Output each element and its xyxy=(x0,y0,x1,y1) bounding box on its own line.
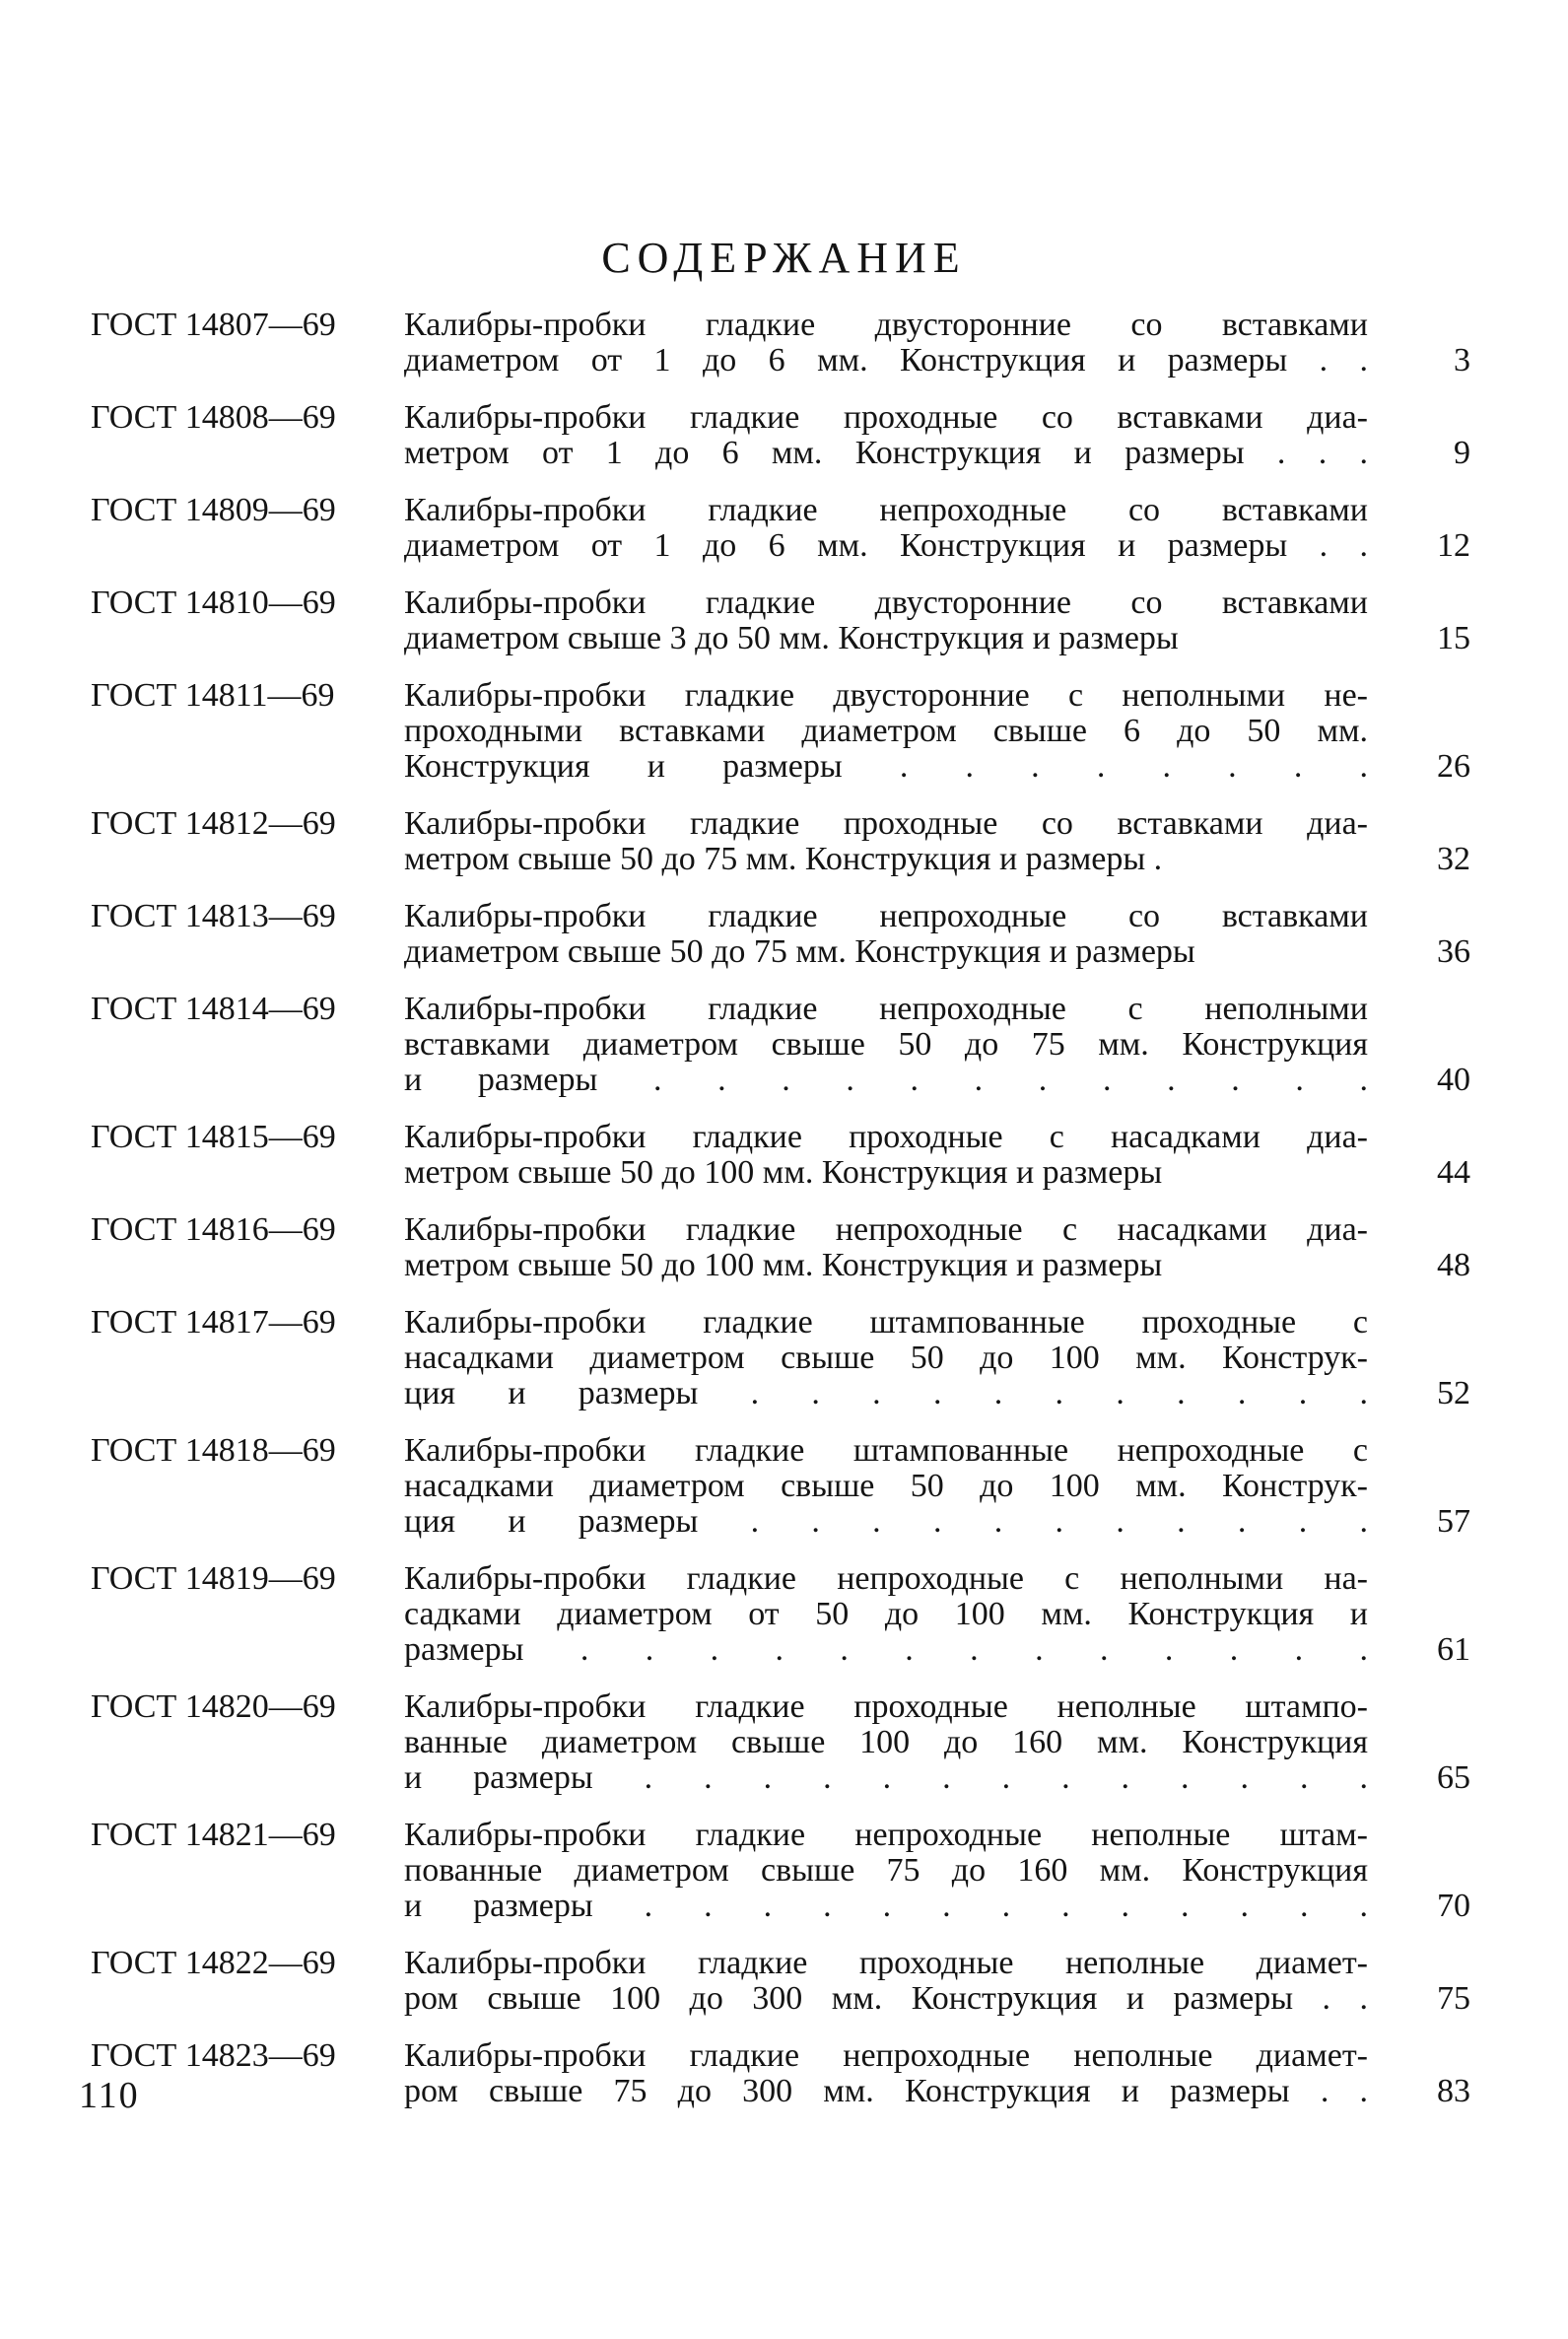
toc-entry-title-line: метром свыше 50 до 100 мм. Конструкция и размеры xyxy=(404,1155,1163,1191)
toc-entry-title-line: Калибры-пробки гладкие проходные со вставками диа- xyxy=(404,806,1368,842)
toc-entry xyxy=(91,1561,1470,1668)
toc-entry-title-line: Калибры-пробки гладкие двусторонние с неполными не- xyxy=(404,678,1368,714)
toc-entry-title xyxy=(404,1689,1368,1796)
toc-entry-title xyxy=(404,1818,1368,1924)
page-number: 110 xyxy=(79,2075,140,2116)
toc-entry-title xyxy=(404,1212,1368,1283)
toc-entry-page: 40 xyxy=(1437,1062,1470,1098)
toc-entry-title-line: Калибры-пробки гладкие двусторонние со вставками xyxy=(404,585,1368,621)
toc-entry-code: ГОСТ 14811—69 xyxy=(91,677,335,714)
toc-entry-page: 48 xyxy=(1437,1247,1470,1283)
toc-entry-title xyxy=(404,585,1368,656)
toc-entry xyxy=(91,1818,1470,1924)
toc-entry-title-line: насадками диаметром свыше 50 до 100 мм. Конструк- xyxy=(404,1469,1368,1504)
toc-entry xyxy=(91,1433,1470,1540)
toc-entry-title xyxy=(404,400,1368,471)
toc-entry-code: ГОСТ 14819—69 xyxy=(91,1560,336,1597)
toc-entry-page: 70 xyxy=(1437,1888,1470,1924)
toc-entry-title-line: диаметром свыше 3 до 50 мм. Конструкция и размеры xyxy=(404,621,1179,656)
toc-entry-title-line: Калибры-пробки гладкие непроходные неполные диамет- xyxy=(404,2038,1368,2074)
toc-entry-code: ГОСТ 14815—69 xyxy=(91,1119,336,1155)
toc-entry-title-line: метром свыше 50 до 100 мм. Конструкция и размеры xyxy=(404,1248,1163,1283)
toc-entry-title xyxy=(404,1946,1368,2017)
toc-entry-title-line: Калибры-пробки гладкие непроходные с насадками диа- xyxy=(404,1212,1368,1248)
toc-entry-code: ГОСТ 14817—69 xyxy=(91,1304,336,1341)
toc-entry xyxy=(91,899,1470,970)
toc-entry xyxy=(91,400,1470,471)
toc-entry xyxy=(91,678,1470,785)
toc-entry xyxy=(91,992,1470,1098)
toc-entry-page: 52 xyxy=(1437,1375,1470,1411)
toc-entry-title-line: ция и размеры . . . . . . . . . . . xyxy=(404,1504,1368,1540)
toc-entry-title-line: Калибры-пробки гладкие проходные неполные штампо- xyxy=(404,1689,1368,1725)
toc-entry xyxy=(91,1212,1470,1283)
toc-entry-title-line: размеры . . . . . . . . . . . . . xyxy=(404,1632,1368,1668)
toc-entry-title xyxy=(404,806,1368,877)
toc-entry-title-line: Калибры-пробки гладкие непроходные со вставками xyxy=(404,493,1368,528)
toc-entry-title-line: Калибры-пробки гладкие непроходные с неполными xyxy=(404,992,1368,1027)
toc-entry-title-line: Калибры-пробки гладкие непроходные с неполными на- xyxy=(404,1561,1368,1597)
toc-entry-page: 36 xyxy=(1437,933,1470,970)
toc-entry-code: ГОСТ 14821—69 xyxy=(91,1817,336,1853)
toc-entry-title-line: Калибры-пробки гладкие штампованные непроходные с xyxy=(404,1433,1368,1469)
toc-entry-code: ГОСТ 14812—69 xyxy=(91,805,336,842)
toc-entry-title xyxy=(404,2038,1368,2109)
toc-entry-title-line: Калибры-пробки гладкие штампованные проходные с xyxy=(404,1305,1368,1341)
toc-entry xyxy=(91,585,1470,656)
toc-entry-page: 3 xyxy=(1454,342,1470,378)
toc-entry-title-line: метром свыше 50 до 75 мм. Конструкция и размеры . xyxy=(404,842,1163,877)
toc-entry xyxy=(91,308,1470,378)
toc-entry-title-line: Калибры-пробки гладкие проходные со вставками диа- xyxy=(404,400,1368,436)
toc-entry xyxy=(91,1120,1470,1191)
toc-entry-code: ГОСТ 14810—69 xyxy=(91,585,336,621)
toc-entry-page: 32 xyxy=(1437,841,1470,877)
toc-entry xyxy=(91,1305,1470,1411)
toc-entry-code: ГОСТ 14809—69 xyxy=(91,492,336,528)
toc-entry-title xyxy=(404,1433,1368,1540)
toc-entry-title-line: Калибры-пробки гладкие проходные неполные диамет- xyxy=(404,1946,1368,1981)
toc-entry-title-line: насадками диаметром свыше 50 до 100 мм. Конструк- xyxy=(404,1341,1368,1376)
toc-entry-title xyxy=(404,899,1368,970)
toc-entry-page: 57 xyxy=(1437,1503,1470,1540)
toc-entry-title-line: диаметром от 1 до 6 мм. Конструкция и размеры . . xyxy=(404,528,1368,564)
toc-entry-page: 44 xyxy=(1437,1154,1470,1191)
toc-entry xyxy=(91,806,1470,877)
toc-entry-title-line: Конструкция и размеры . . . . . . . . xyxy=(404,749,1368,785)
toc-entry-title xyxy=(404,1305,1368,1411)
toc-entry-title-line: ром свыше 100 до 300 мм. Конструкция и размеры . . xyxy=(404,1981,1368,2017)
page-title: СОДЕРЖАНИЕ xyxy=(601,234,967,282)
toc-entry-code: ГОСТ 14808—69 xyxy=(91,399,336,436)
toc-entry-title-line: пованные диаметром свыше 75 до 160 мм. Конструкция xyxy=(404,1853,1368,1889)
toc-entry-title xyxy=(404,308,1368,378)
toc-entry-code: ГОСТ 14818—69 xyxy=(91,1432,336,1469)
toc-entry-page: 75 xyxy=(1437,1980,1470,2017)
toc-entry-title xyxy=(404,493,1368,564)
toc-entry-code: ГОСТ 14816—69 xyxy=(91,1211,336,1248)
toc-entry-title-line: диаметром от 1 до 6 мм. Конструкция и размеры . . xyxy=(404,343,1368,378)
toc-entry-page: 12 xyxy=(1437,527,1470,564)
toc-entry-title xyxy=(404,992,1368,1098)
toc-entry-code: ГОСТ 14823—69 xyxy=(91,2037,336,2074)
toc-entry-title-line: диаметром свыше 50 до 75 мм. Конструкция и размеры xyxy=(404,934,1195,970)
toc-entry-code: ГОСТ 14814—69 xyxy=(91,991,336,1027)
toc-entry-title-line: и размеры . . . . . . . . . . . . xyxy=(404,1063,1368,1098)
toc-entry-title xyxy=(404,678,1368,785)
toc-entry-title-line: садками диаметром от 50 до 100 мм. Конструкция и xyxy=(404,1597,1368,1632)
toc-entry-page: 26 xyxy=(1437,748,1470,785)
toc-entry-title-line: и размеры . . . . . . . . . . . . . xyxy=(404,1760,1368,1796)
toc-entry-code: ГОСТ 14807—69 xyxy=(91,307,336,343)
toc-entry-page: 83 xyxy=(1437,2073,1470,2109)
toc-entry xyxy=(91,493,1470,564)
toc-entry-title-line: проходными вставками диаметром свыше 6 до 50 мм. xyxy=(404,714,1368,749)
toc-entry-title xyxy=(404,1120,1368,1191)
toc-entry-page: 15 xyxy=(1437,620,1470,656)
toc-entry-title-line: ром свыше 75 до 300 мм. Конструкция и размеры . . xyxy=(404,2074,1368,2109)
toc-entry-title-line: Калибры-пробки гладкие двусторонние со вставками xyxy=(404,308,1368,343)
toc-entry-title xyxy=(404,1561,1368,1668)
toc-entry-title-line: Калибры-пробки гладкие непроходные неполные штам- xyxy=(404,1818,1368,1853)
toc-entry-page: 65 xyxy=(1437,1759,1470,1796)
toc-entry-title-line: ция и размеры . . . . . . . . . . . xyxy=(404,1376,1368,1411)
toc-entry-title-line: Калибры-пробки гладкие проходные с насадками диа- xyxy=(404,1120,1368,1155)
toc-entry-title-line: ванные диаметром свыше 100 до 160 мм. Конструкция xyxy=(404,1725,1368,1760)
toc-entry xyxy=(91,2038,1470,2109)
toc-entry-title-line: и размеры . . . . . . . . . . . . . xyxy=(404,1889,1368,1924)
toc-entry-code: ГОСТ 14813—69 xyxy=(91,898,336,934)
toc-entry-page: 61 xyxy=(1437,1631,1470,1668)
toc-entry-code: ГОСТ 14822—69 xyxy=(91,1945,336,1981)
toc-entry-title-line: Калибры-пробки гладкие непроходные со вставками xyxy=(404,899,1368,934)
toc-entry-code: ГОСТ 14820—69 xyxy=(91,1688,336,1725)
toc-entry-page: 9 xyxy=(1454,435,1470,471)
table-of-contents xyxy=(91,308,1470,2109)
toc-entry xyxy=(91,1946,1470,2017)
toc-entry xyxy=(91,1689,1470,1796)
toc-entry-title-line: вставками диаметром свыше 50 до 75 мм. Конструкция xyxy=(404,1027,1368,1063)
toc-entry-title-line: метром от 1 до 6 мм. Конструкция и размеры . . . xyxy=(404,436,1368,471)
